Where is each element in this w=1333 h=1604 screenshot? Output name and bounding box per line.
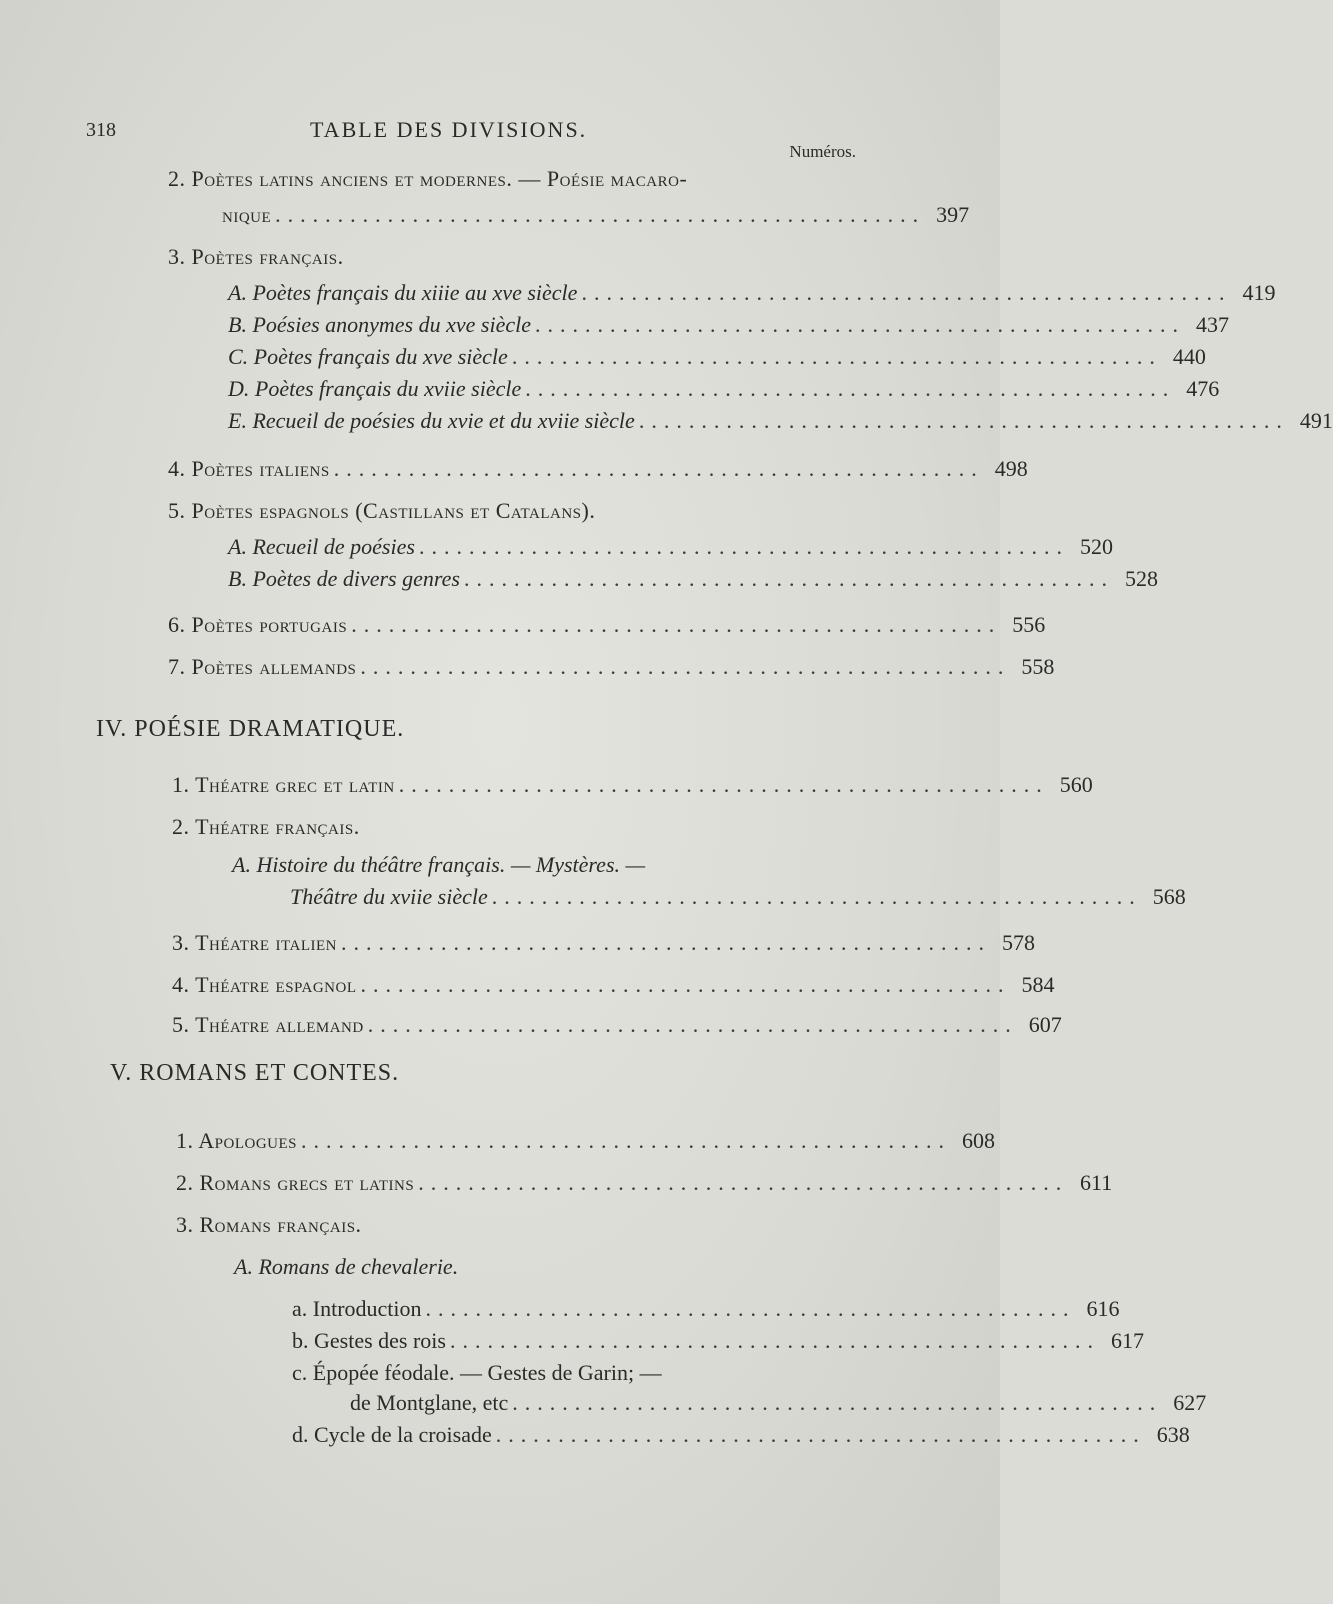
toc-entry-text: 6. Poètes portugais	[168, 612, 348, 637]
toc-entry-text: A. Poètes français du xiiie au xve siècle	[228, 280, 578, 305]
toc-entry: 5. Théatre allemand .................................................... 607	[172, 1012, 1062, 1037]
toc-entry-text: D. Poètes français du xviie siècle	[228, 376, 522, 401]
toc-entry-text: A. Recueil de poésies	[228, 534, 415, 559]
toc-entry: A. Poètes français du xiiie au xve siècle .................................................... 419	[228, 280, 1276, 305]
toc-entry-text: 1. Théatre grec et latin	[172, 772, 395, 797]
toc-entry-text: Théâtre du xviie siècle	[290, 884, 488, 909]
toc-entry-number: 617	[1110, 1328, 1144, 1353]
toc-entry: a. Introduction .................................................... 616	[292, 1296, 1120, 1321]
toc-entry-number: 528	[1124, 566, 1158, 591]
toc-entry-number: 397	[936, 202, 970, 227]
toc-entry-text: de Montglane, etc	[350, 1390, 509, 1415]
toc-entry-text: 3. Poètes français.	[168, 244, 344, 269]
toc-entry-number: 498	[994, 456, 1028, 481]
toc-entry: 1. Apologues .................................................... 608	[176, 1128, 996, 1153]
toc-entry-number: 558	[1021, 654, 1055, 679]
toc-entry	[168, 498, 856, 528]
toc-entry-text: 2. Romans grecs et latins	[176, 1170, 415, 1195]
toc-entry	[172, 814, 862, 844]
toc-entry: b. Gestes des rois .................................................... 617	[292, 1328, 1144, 1353]
toc-entry-number: 440	[1172, 344, 1206, 369]
toc-entry-number: 611	[1080, 1170, 1113, 1195]
toc-entry-text: 7. Poètes allemands	[168, 654, 357, 679]
toc-entry-text: 4. Poètes italiens	[168, 456, 330, 481]
toc-entry: D. Poètes français du xviie siècle .................................................... 476	[228, 376, 1220, 401]
toc-entry-number: 578	[1001, 930, 1035, 955]
running-title: TABLE DES DIVISIONS.	[310, 117, 588, 142]
toc-entry-number: 556	[1012, 612, 1046, 637]
toc-entry-number: 608	[962, 1128, 996, 1153]
toc-entry-text: E. Recueil de poésies du xvie et du xviie siècle	[228, 408, 635, 433]
toc-entry-number: 560	[1059, 772, 1093, 797]
section-title-iv: IV. POÉSIE DRAMATIQUE.	[96, 716, 405, 742]
toc-entry-text: A. Romans de chevalerie.	[234, 1254, 459, 1279]
toc-entry: 2. Romans grecs et latins .................................................... 611	[176, 1170, 1113, 1195]
toc-entry-number: 491	[1299, 408, 1333, 433]
toc-entry-text: B. Poésies anonymes du xve siècle	[228, 312, 531, 337]
page-number: 318	[86, 119, 116, 141]
toc-entry-number: 616	[1086, 1296, 1120, 1321]
toc-entry	[176, 1212, 866, 1242]
toc-entry-text: B. Poètes de divers genres	[228, 566, 460, 591]
toc-entry	[168, 166, 808, 196]
toc-entry-number: 584	[1021, 972, 1055, 997]
toc-entry: de Montglane, etc .................................................... 627	[350, 1390, 1207, 1415]
toc-entry-text: 3. Théatre italien	[172, 930, 337, 955]
toc-entry: C. Poètes français du xve siècle .................................................... 440	[228, 344, 1206, 369]
toc-entry-text: 1. Apologues	[176, 1128, 298, 1153]
toc-entry-text: 2. Théatre français.	[172, 814, 360, 839]
toc-entry	[232, 852, 832, 882]
toc-entry: 4. Théatre espagnol .................................................... 584	[172, 972, 1055, 997]
toc-entry-number: 419	[1242, 280, 1276, 305]
toc-entry: B. Poésies anonymes du xve siècle .................................................... 437	[228, 312, 1229, 337]
toc-entry	[234, 1254, 754, 1284]
toc-entry-number: 638	[1156, 1422, 1190, 1447]
toc-entry-text: 2. Poètes latins anciens et modernes. — Poésie macaro-	[168, 166, 688, 191]
toc-entry-text: 3. Romans français.	[176, 1212, 362, 1237]
toc-entry: B. Poètes de divers genres .................................................... 528	[228, 566, 1158, 591]
toc-entry: 6. Poètes portugais .................................................... 556	[168, 612, 1046, 637]
toc-entry: 4. Poètes italiens .................................................... 498	[168, 456, 1028, 481]
toc-entry-text: b. Gestes des rois	[292, 1328, 446, 1353]
toc-entry-number: 607	[1028, 1012, 1062, 1037]
toc-entry-number: 568	[1152, 884, 1186, 909]
toc-entry	[168, 244, 848, 274]
toc-entry: 3. Théatre italien .................................................... 578	[172, 930, 1035, 955]
toc-entry-number: 520	[1079, 534, 1113, 559]
toc-entry-number: 437	[1196, 312, 1229, 337]
toc-entry-text: nique	[222, 202, 272, 227]
toc-entry: nique .................................................... 397	[222, 202, 970, 227]
toc-entry-text: A. Histoire du théâtre français. — Mystères. —	[232, 852, 646, 877]
toc-entry: 7. Poètes allemands .................................................... 558	[168, 654, 1055, 679]
toc-entry: Théâtre du xviie siècle .................................................... 568	[290, 884, 1186, 909]
toc-entry-text: 5. Poètes espagnols (Castillans et Catalans).	[168, 498, 596, 523]
toc-entry: A. Recueil de poésies .................................................... 520	[228, 534, 1113, 559]
toc-entry	[292, 1360, 812, 1390]
toc-entry: E. Recueil de poésies du xvie et du xviie siècle .................................................... 491	[228, 408, 1333, 433]
toc-entry-text: 4. Théatre espagnol	[172, 972, 357, 997]
toc-entry-text: c. Épopée féodale. — Gestes de Garin; —	[292, 1360, 662, 1385]
toc-entry-text: a. Introduction	[292, 1296, 422, 1321]
toc-entry-text: 5. Théatre allemand	[172, 1012, 364, 1037]
numbers-column-label: Numéros.	[789, 142, 856, 161]
toc-entry-number: 627	[1173, 1390, 1207, 1415]
toc-entry-text: C. Poètes français du xve siècle	[228, 344, 508, 369]
toc-entry-text: d. Cycle de la croisade	[292, 1422, 492, 1447]
toc-entry-number: 476	[1186, 376, 1220, 401]
toc-entry: d. Cycle de la croisade .................................................... 638	[292, 1422, 1190, 1447]
toc-entry: 1. Théatre grec et latin .................................................... 560	[172, 772, 1093, 797]
section-title-v: V. ROMANS ET CONTES.	[110, 1060, 400, 1086]
